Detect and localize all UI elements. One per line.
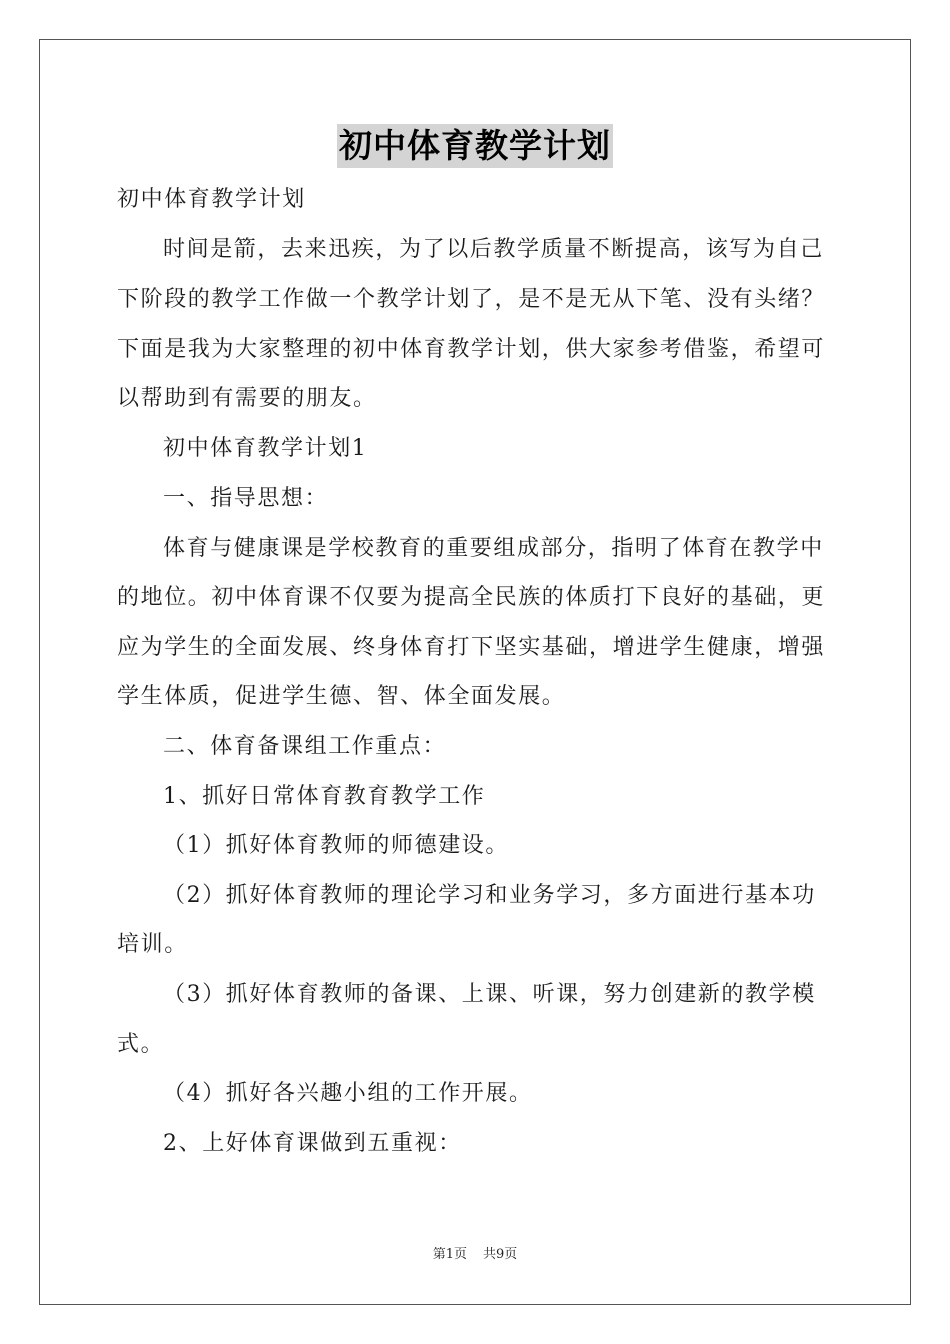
list-item: 2、上好体育课做到五重视： [163,1131,462,1156]
list-item: （2）抓好体育教师的理论学习和业务学习，多方面进行基本功 [163,883,816,908]
section-heading: 初中体育教学计划1 [163,436,368,461]
paragraph-line: 应为学生的全面发展、终身体育打下坚实基础，增进学生健康，增强 [117,635,826,660]
section-heading: 二、体育备课组工作重点： [163,734,447,759]
list-item: 1、抓好日常体育教育教学工作 [163,784,486,809]
page-border [39,39,911,1305]
list-item-continuation: 培训。 [117,932,188,957]
paragraph-line: 下阶段的教学工作做一个教学计划了，是不是无从下笔、没有头绪？ [117,287,826,312]
paragraph-line: 时间是箭，去来迅疾，为了以后教学质量不断提高，该写为自己 [163,237,824,262]
list-item-continuation: 式。 [117,1032,165,1057]
list-item: （4）抓好各兴趣小组的工作开展。 [163,1081,533,1106]
list-item: （3）抓好体育教师的备课、上课、听课，努力创建新的教学模 [163,982,816,1007]
page-footer [0,1246,950,1264]
list-item: （1）抓好体育教师的师德建设。 [163,833,509,858]
paragraph-line: 下面是我为大家整理的初中体育教学计划，供大家参考借鉴，希望可 [117,337,826,362]
document-title-text: 初中体育教学计划 [337,124,613,168]
subtitle-line: 初中体育教学计划 [117,187,306,212]
page-total: 共9页 [483,1247,518,1262]
paragraph-line: 学生体质，促进学生德、智、体全面发展。 [117,684,566,709]
section-heading: 一、指导思想： [163,486,329,511]
paragraph-line: 的地位。初中体育课不仅要为提高全民族的体质打下良好的基础，更 [117,585,826,610]
paragraph-line: 体育与健康课是学校教育的重要组成部分，指明了体育在教学中 [163,536,824,561]
page-number: 第1页 [432,1247,467,1262]
document-title [0,124,950,174]
paragraph-line: 以帮助到有需要的朋友。 [117,386,377,411]
